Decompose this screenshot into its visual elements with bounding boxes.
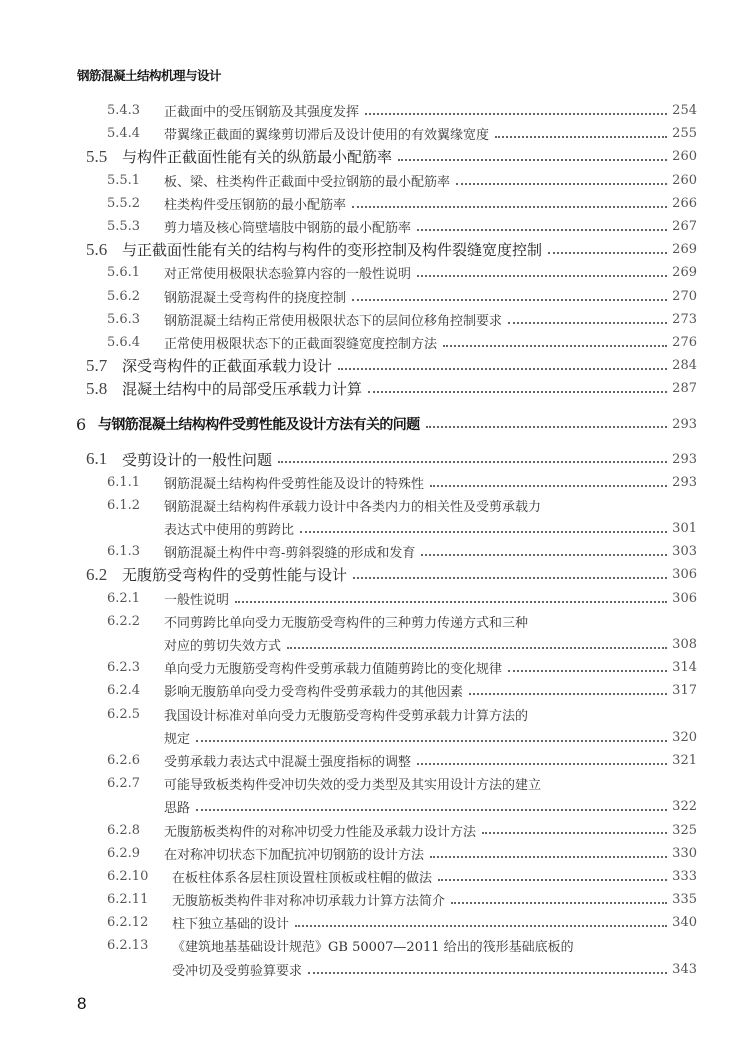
toc-entry-title: 规定: [164, 731, 191, 747]
toc-entry-page: 287: [672, 381, 697, 397]
toc-entry-page: 284: [672, 358, 697, 374]
toc-entry-title: 钢筋混凝土结构正常使用极限状态下的层间位移角控制要求: [164, 313, 503, 329]
toc-entry-number: 6.2.13: [107, 938, 149, 954]
toc-entry-number: 6.2.4: [107, 683, 141, 699]
toc-entry-title: 钢筋混凝土结构构件承载力设计中各类内力的相关性及受剪承载力: [164, 499, 542, 515]
dot-leader: [469, 693, 667, 695]
toc-entry-title: 钢筋混凝土受弯构件的挠度控制: [164, 290, 347, 306]
dot-leader: [352, 206, 667, 208]
toc-entry-page: 270: [672, 288, 697, 304]
toc-entry-page: 269: [672, 265, 697, 281]
toc-entry[interactable]: [0, 99, 750, 122]
toc-entry-page: 266: [672, 195, 697, 211]
toc-entry-page: 335: [672, 892, 697, 908]
toc-entry-number: 6.1.3: [107, 544, 141, 560]
toc-entry[interactable]: [0, 563, 750, 586]
toc-entry[interactable]: [0, 587, 750, 610]
dot-leader: [295, 925, 667, 927]
dot-leader: [548, 252, 667, 254]
toc-entry-number: 5.4.4: [107, 126, 141, 142]
toc-entry-page: 255: [672, 126, 697, 142]
toc-entry-title: 影响无腹筋单向受力受弯构件受剪承载力的其他因素: [164, 685, 464, 701]
toc-entry-number: 6.2.11: [107, 892, 149, 908]
toc-entry-page: 325: [672, 822, 697, 838]
toc-entry-number: 6.2.9: [107, 845, 141, 861]
toc-entry-title: 无腹筋受弯构件的受剪性能与设计: [122, 568, 348, 585]
toc-entry[interactable]: [0, 471, 750, 494]
toc-entry-page: 293: [672, 474, 697, 490]
toc-entry-title: 在对称冲切状态下加配抗冲切钢筋的设计方法: [164, 847, 425, 863]
dot-leader: [196, 809, 667, 811]
toc-entry-page: 320: [672, 729, 697, 745]
toc-entry[interactable]: [0, 412, 750, 436]
toc-entry-title: 板、梁、柱类构件正截面中受拉钢筋的最小配筋率: [164, 174, 451, 190]
toc-entry[interactable]: [0, 633, 750, 656]
dot-leader: [451, 902, 667, 904]
dot-leader: [508, 670, 667, 672]
toc-entry-title: 无腹筋板类构件非对称冲切承载力计算方法简介: [172, 894, 446, 910]
toc-entry-number: 5.5.2: [107, 195, 141, 211]
toc-entry-page: 273: [672, 311, 697, 327]
toc-entry-title: 对应的剪切失效方式: [164, 639, 282, 655]
toc-entry-number: 5.6.1: [107, 265, 141, 281]
dot-leader: [287, 647, 667, 649]
toc-entry[interactable]: [0, 610, 750, 633]
toc-entry[interactable]: [0, 679, 750, 702]
toc-entry[interactable]: [0, 122, 750, 145]
toc-entry[interactable]: [0, 238, 750, 261]
toc-entry[interactable]: [0, 958, 750, 981]
dot-leader: [300, 531, 667, 533]
toc-entry-number: 5.7: [86, 355, 108, 375]
toc-entry-number: 6: [76, 414, 87, 434]
toc-entry-number: 5.6.4: [107, 334, 141, 350]
toc-entry-number: 6.2.10: [107, 868, 149, 884]
toc-entry[interactable]: [0, 331, 750, 354]
dot-leader: [482, 832, 667, 834]
toc-entry[interactable]: [0, 540, 750, 563]
toc-entry-number: 6.2: [86, 564, 108, 584]
dot-leader: [353, 577, 667, 579]
toc-entry[interactable]: [0, 308, 750, 331]
toc-entry-title: 在板柱体系各层柱顶设置柱顶板或柱帽的做法: [172, 870, 433, 886]
dot-leader: [417, 763, 667, 765]
toc-entry-number: 6.2.5: [107, 706, 141, 722]
toc-entry-page: 308: [672, 637, 697, 653]
toc-entry-page: 276: [672, 334, 697, 350]
toc-entry-title: 剪力墙及核心筒壁墙肢中钢筋的最小配筋率: [164, 221, 412, 237]
toc-entry-number: 5.8: [86, 378, 108, 398]
toc-entry-page: 306: [672, 590, 697, 606]
running-head: 钢筋混凝土结构机理与设计: [77, 68, 222, 83]
dot-leader: [308, 972, 667, 974]
dot-leader: [508, 322, 667, 324]
toc-entry-title: 《建筑地基基础设计规范》GB 50007—2011 给出的筏形基础底板的: [172, 940, 574, 956]
toc-entry-title: 混凝土结构中的局部受压承载力计算: [122, 382, 363, 399]
toc-entry-number: 5.5.1: [107, 172, 141, 188]
toc-entry-page: 303: [672, 544, 697, 560]
dot-leader: [338, 368, 667, 370]
toc-entry-title: 受冲切及受剪验算要求: [172, 963, 303, 979]
toc-entry-title: 深受弯构件的正截面承载力设计: [122, 359, 333, 376]
toc-entry-page: 321: [672, 752, 697, 768]
toc-entry-number: 5.5.3: [107, 219, 141, 235]
toc-entry[interactable]: [0, 192, 750, 215]
toc-entry-number: 6.2.6: [107, 752, 141, 768]
toc-entry-title: 柱下独立基础的设计: [172, 917, 290, 933]
dot-leader: [196, 740, 667, 742]
dot-leader: [417, 229, 667, 231]
toc-entry-page: 293: [672, 451, 697, 467]
toc-entry-title: 我国设计标准对单向受力无腹筋受弯构件受剪承载力计算方法的: [164, 708, 529, 724]
toc-entry-page: 314: [672, 660, 697, 676]
page-number: 8: [77, 994, 87, 1013]
toc-entry-number: 6.2.12: [107, 915, 149, 931]
dot-leader: [398, 159, 667, 161]
toc-entry[interactable]: [0, 865, 750, 888]
dot-leader: [430, 856, 667, 858]
toc-entry-number: 6.2.2: [107, 613, 141, 629]
toc-entry-page: 254: [672, 103, 697, 119]
toc-entry-title: 钢筋混凝土构件中弯-剪斜裂缝的形成和发育: [164, 546, 416, 562]
toc-entry-page: 260: [672, 149, 697, 165]
toc-entry[interactable]: [0, 145, 750, 168]
toc-entry[interactable]: [0, 703, 750, 726]
toc-entry-title: 思路: [164, 801, 191, 817]
toc-entry-number: 6.2.7: [107, 776, 141, 792]
toc-entry-page: 330: [672, 845, 697, 861]
table-of-contents: [0, 99, 750, 981]
toc-entry-number: 5.6: [86, 239, 108, 259]
toc-entry-title: 与正截面性能有关的结构与构件的变形控制及构件裂缝宽度控制: [122, 243, 543, 260]
toc-entry-number: 5.6.3: [107, 311, 141, 327]
dot-leader: [368, 391, 667, 393]
dot-leader: [421, 554, 667, 556]
toc-entry-title: 一般性说明: [164, 592, 230, 608]
toc-entry-title: 钢筋混凝土结构构件受剪性能及设计的特殊性: [164, 476, 425, 492]
dot-leader: [456, 183, 667, 185]
toc-entry[interactable]: [0, 726, 750, 749]
dot-leader: [365, 113, 667, 115]
toc-entry[interactable]: [0, 285, 750, 308]
toc-entry-title: 与钢筋混凝土结构构件受剪性能及设计方法有关的问题: [98, 417, 420, 434]
toc-entry-title: 与构件正截面性能有关的纵筋最小配筋率: [122, 150, 393, 167]
toc-entry-page: 260: [672, 172, 697, 188]
toc-entry[interactable]: [0, 517, 750, 540]
toc-entry-number: 6.1: [86, 449, 108, 469]
toc-entry-page: 317: [672, 683, 697, 699]
toc-entry-number: 5.4.3: [107, 103, 141, 119]
toc-entry-title: 受剪承载力表达式中混凝土强度指标的调整: [164, 754, 412, 770]
dot-leader: [430, 485, 667, 487]
dot-leader: [438, 879, 667, 881]
dot-leader: [278, 461, 667, 463]
toc-entry-page: 343: [672, 961, 697, 977]
toc-entry-title: 正常使用极限状态下的正截面裂缝宽度控制方法: [164, 336, 438, 352]
toc-entry-title: 受剪设计的一般性问题: [122, 452, 273, 469]
toc-entry-page: 322: [672, 799, 697, 815]
toc-entry-title: 柱类构件受压钢筋的最小配筋率: [164, 197, 347, 213]
toc-entry-title: 正截面中的受压钢筋及其强度发挥: [164, 105, 360, 121]
toc-entry-page: 306: [672, 567, 697, 583]
toc-entry-page: 267: [672, 219, 697, 235]
toc-entry[interactable]: [0, 772, 750, 795]
toc-entry-title: 对正常使用极限状态验算内容的一般性说明: [164, 267, 412, 283]
toc-entry-title: 无腹筋板类构件的对称冲切受力性能及承载力设计方法: [164, 824, 477, 840]
toc-entry[interactable]: [0, 354, 750, 377]
toc-entry[interactable]: [0, 494, 750, 517]
dot-leader: [426, 426, 667, 428]
toc-entry-number: 6.2.1: [107, 590, 141, 606]
toc-entry[interactable]: [0, 795, 750, 818]
dot-leader: [352, 299, 667, 301]
toc-entry-title: 不同剪跨比单向受力无腹筋受弯构件的三种剪力传递方式和三种: [164, 615, 529, 631]
toc-entry-number: 6.1.1: [107, 474, 141, 490]
toc-entry[interactable]: [0, 818, 750, 841]
toc-entry[interactable]: [0, 888, 750, 911]
toc-entry[interactable]: [0, 842, 750, 865]
toc-entry[interactable]: [0, 261, 750, 284]
toc-entry[interactable]: [0, 911, 750, 934]
toc-entry[interactable]: [0, 749, 750, 772]
toc-entry-title: 带翼缘正截面的翼缘剪切滞后及设计使用的有效翼缘宽度: [164, 128, 490, 144]
toc-entry-page: 293: [672, 416, 697, 432]
toc-entry[interactable]: [0, 447, 750, 470]
toc-entry-page: 269: [672, 242, 697, 258]
toc-entry-title: 表达式中使用的剪跨比: [164, 523, 295, 539]
toc-entry-page: 340: [672, 915, 697, 931]
dot-leader: [443, 345, 667, 347]
toc-entry[interactable]: [0, 169, 750, 192]
toc-entry-page: 301: [672, 521, 697, 537]
toc-entry[interactable]: [0, 215, 750, 238]
toc-entry[interactable]: [0, 656, 750, 679]
dot-leader: [417, 275, 667, 277]
toc-entry-number: 6.2.3: [107, 660, 141, 676]
toc-entry[interactable]: [0, 377, 750, 400]
toc-entry[interactable]: [0, 934, 750, 957]
toc-entry-title: 可能导致板类构件受冲切失效的受力类型及其实用设计方法的建立: [164, 778, 542, 794]
dot-leader: [495, 136, 667, 138]
toc-entry-number: 6.2.8: [107, 822, 141, 838]
dot-leader: [235, 601, 667, 603]
toc-entry-number: 6.1.2: [107, 497, 141, 513]
toc-entry-number: 5.5: [86, 146, 108, 166]
toc-entry-number: 5.6.2: [107, 288, 141, 304]
toc-entry-title: 单向受力无腹筋受弯构件受剪承载力值随剪跨比的变化规律: [164, 662, 503, 678]
toc-entry-page: 333: [672, 868, 697, 884]
